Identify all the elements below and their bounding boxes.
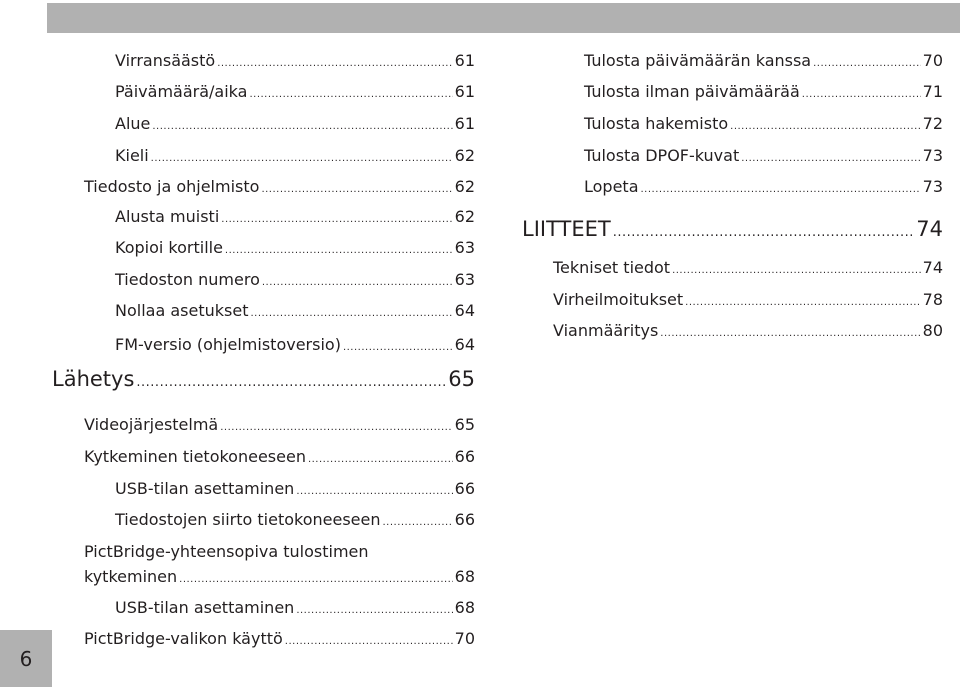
toc-leader-dots xyxy=(221,210,452,230)
toc-entry-usb-tilan-asettaminen-2[interactable] xyxy=(115,598,475,621)
toc-entry-title: Kytkeminen tietokoneeseen xyxy=(84,447,306,466)
toc-leader-dots xyxy=(151,149,453,169)
toc-entry-title: Tulosta DPOF-kuvat xyxy=(584,146,740,165)
toc-entry-title: Tiedosto ja ohjelmisto xyxy=(84,177,260,196)
toc-entry-title: Videojärjestelmä xyxy=(84,415,219,434)
toc-entry-title: PictBridge-valikon käyttö xyxy=(84,629,283,648)
page-number: 6 xyxy=(19,646,33,671)
toc-entry-lopeta[interactable] xyxy=(584,177,943,200)
toc-entry-page: 73 xyxy=(922,146,943,165)
toc-leader-dots xyxy=(660,324,920,344)
toc-leader-dots xyxy=(641,180,921,200)
toc-section-title: LIITTEET xyxy=(522,217,611,241)
toc-entry-tulosta-dpof-kuvat[interactable] xyxy=(584,146,943,169)
toc-entry-videojarjestelma[interactable] xyxy=(84,415,475,438)
toc-leader-dots xyxy=(152,117,452,137)
toc-entry-title: Päivämäärä/aika xyxy=(115,82,248,101)
toc-entry-title: USB-tilan asettaminen xyxy=(115,479,295,498)
toc-entry-kopioi-kortille[interactable] xyxy=(115,238,475,261)
toc-entry-page: 80 xyxy=(922,321,943,340)
toc-leader-dots xyxy=(382,513,452,533)
toc-leader-dots xyxy=(296,482,452,502)
toc-entry-page: 61 xyxy=(454,51,475,70)
toc-entry-page: 68 xyxy=(454,598,475,617)
toc-entry-title: Tiedoston numero xyxy=(115,270,260,289)
toc-leader-dots xyxy=(613,220,915,246)
toc-leader-dots xyxy=(225,241,453,261)
toc-entry-tulosta-paivamaaran-kanssa[interactable] xyxy=(584,51,943,74)
toc-leader-dots xyxy=(730,117,921,137)
toc-entry-pictbridge-line1: PictBridge-yhteensopiva tulostimen xyxy=(84,542,369,561)
toc-entry-page: 62 xyxy=(454,207,475,226)
toc-entry-title: Tekniset tiedot xyxy=(553,258,671,277)
toc-entry-page: 72 xyxy=(922,114,943,133)
toc-entry-page: 62 xyxy=(454,146,475,165)
toc-entry-title: kytkeminen xyxy=(84,567,178,586)
header-bar xyxy=(47,3,960,33)
toc-entry-page: 68 xyxy=(454,567,475,586)
toc-entry-title: Nollaa asetukset xyxy=(115,301,249,320)
toc-section-page: 74 xyxy=(916,217,943,241)
toc-entry-tulosta-hakemisto[interactable] xyxy=(584,114,943,137)
toc-entry-tiedosto-ja-ohjelmisto[interactable] xyxy=(84,177,475,200)
toc-entry-page: 66 xyxy=(454,510,475,529)
toc-entry-title: Tulosta hakemisto xyxy=(584,114,729,133)
toc-entry-kieli[interactable] xyxy=(115,146,475,169)
toc-leader-dots xyxy=(296,601,452,621)
toc-entry-title: Kieli xyxy=(115,146,149,165)
toc-section-page: 65 xyxy=(448,367,475,391)
toc-section-title: Lähetys xyxy=(52,367,135,391)
toc-leader-dots xyxy=(685,293,920,313)
toc-entry-tulosta-ilman-paivamaaraa[interactable] xyxy=(584,82,943,105)
toc-leader-dots xyxy=(672,261,921,281)
toc-entry-tiedostojen-siirto[interactable] xyxy=(115,510,475,533)
toc-entry-alue[interactable] xyxy=(115,114,475,137)
toc-entry-tiedoston-numero[interactable] xyxy=(115,270,475,293)
toc-entry-page: 63 xyxy=(454,270,475,289)
toc-entry-alusta-muisti[interactable] xyxy=(115,207,475,230)
toc-entry-page: 64 xyxy=(454,335,475,354)
toc-leader-dots xyxy=(261,180,452,200)
toc-leader-dots xyxy=(179,570,453,590)
toc-leader-dots xyxy=(813,54,921,74)
toc-entry-title: Virransäästö xyxy=(115,51,216,70)
toc-entry-page: 73 xyxy=(922,177,943,196)
toc-entry-title: USB-tilan asettaminen xyxy=(115,598,295,617)
toc-entry-page: 61 xyxy=(454,82,475,101)
toc-entry-kytkeminen-tietokoneeseen[interactable] xyxy=(84,447,475,470)
toc-entry-title: Vianmääritys xyxy=(553,321,659,340)
toc-entry-usb-tilan-asettaminen[interactable] xyxy=(115,479,475,502)
toc-entry-page: 78 xyxy=(922,290,943,309)
toc-entry-page: 71 xyxy=(922,82,943,101)
toc-leader-dots xyxy=(741,149,920,169)
toc-entry-title: Tulosta ilman päivämäärää xyxy=(584,82,800,101)
toc-leader-dots xyxy=(250,304,452,324)
toc-section-lahetys[interactable] xyxy=(52,366,475,396)
toc-leader-dots xyxy=(249,85,452,105)
toc-leader-dots xyxy=(217,54,452,74)
toc-entry-page: 64 xyxy=(454,301,475,320)
toc-entry-page: 70 xyxy=(454,629,475,648)
toc-leader-dots xyxy=(802,85,921,105)
toc-entry-vianmaaritys[interactable] xyxy=(553,321,943,344)
toc-entry-page: 63 xyxy=(454,238,475,257)
toc-entry-title: Alue xyxy=(115,114,151,133)
toc-leader-dots xyxy=(262,273,453,293)
toc-leader-dots xyxy=(220,418,452,438)
toc-entry-page: 66 xyxy=(454,479,475,498)
toc-entry-title: FM-versio (ohjelmistoversio) xyxy=(115,335,341,354)
toc-entry-title: Virheilmoitukset xyxy=(553,290,684,309)
toc-entry-virheilmoitukset[interactable] xyxy=(553,290,943,313)
toc-entry-paivamaara-aika[interactable] xyxy=(115,82,475,105)
toc-entry-pictbridge-kytkeminen[interactable] xyxy=(84,567,475,590)
toc-entry-title: Lopeta xyxy=(584,177,639,196)
toc-entry-title: Tulosta päivämäärän kanssa xyxy=(584,51,812,70)
toc-section-liitteet[interactable] xyxy=(522,216,943,246)
toc-leader-dots xyxy=(343,338,453,358)
toc-leader-dots xyxy=(136,370,446,396)
toc-entry-page: 62 xyxy=(454,177,475,196)
toc-entry-title: Tiedostojen siirto tietokoneeseen xyxy=(115,510,381,529)
toc-entry-fm-versio[interactable] xyxy=(115,335,475,358)
toc-entry-page: 70 xyxy=(922,51,943,70)
toc-entry-title: Kopioi kortille xyxy=(115,238,223,257)
toc-entry-title: Alusta muisti xyxy=(115,207,220,226)
toc-entry-nollaa-asetukset[interactable] xyxy=(115,301,475,324)
toc-entry-page: 61 xyxy=(454,114,475,133)
toc-entry-tekniset-tiedot[interactable] xyxy=(553,258,943,281)
toc-entry-page: 66 xyxy=(454,447,475,466)
toc-entry-page: 74 xyxy=(922,258,943,277)
toc-entry-virransaasto[interactable] xyxy=(115,51,475,74)
toc-leader-dots xyxy=(285,632,453,652)
toc-entry-page: 65 xyxy=(454,415,475,434)
toc-entry-pictbridge-valikon-kaytto[interactable] xyxy=(84,629,475,652)
toc-leader-dots xyxy=(308,450,453,470)
